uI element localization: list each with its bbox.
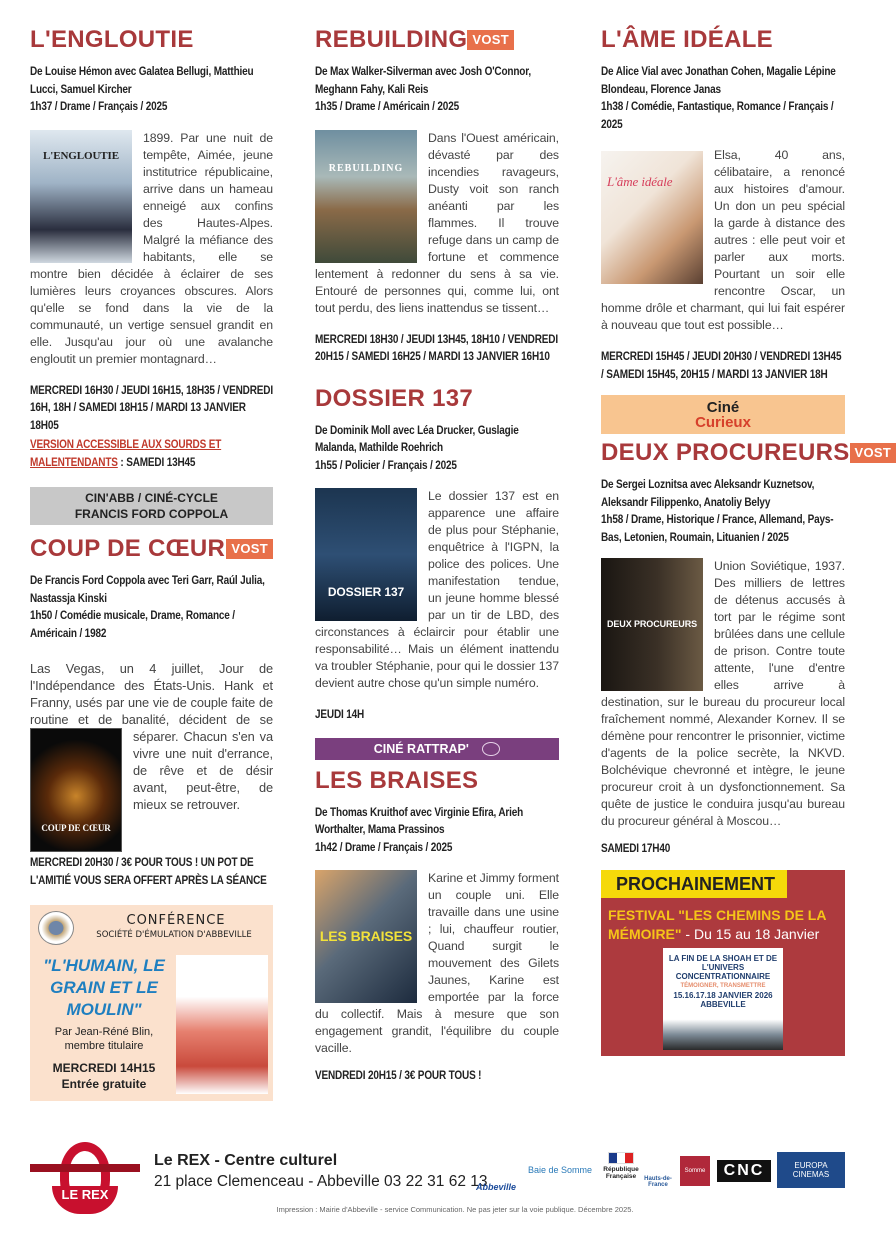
partner-logo-europa-cinemas: EUROPA CINEMAS	[777, 1152, 845, 1188]
film-title: COUP DE CŒUR	[30, 535, 226, 562]
vost-badge: VOST	[850, 443, 896, 463]
film-showtimes: VENDREDI 20H15 / 3€ POUR TOUS !	[315, 1068, 482, 1082]
film-credits: De Dominik Moll avec Léa Drucker, Guslagie Malanda, Mathilde Roehrich	[315, 422, 519, 454]
festival-dates: - Du 15 au 18 Janvier	[681, 925, 820, 942]
column-left	[30, 27, 273, 1101]
film-title: DEUX PROCUREURS	[601, 439, 850, 466]
film-title: L'ENGLOUTIE	[30, 26, 194, 53]
film-credits: De Thomas Kruithof avec Virginie Efira, Arieh Worthalter, Mama Prassinos	[315, 804, 524, 836]
accessible-showtime: : SAMEDI 13H45	[117, 454, 196, 469]
film-title: L'ÂME IDÉALE	[601, 26, 773, 53]
column-middle	[315, 27, 559, 1085]
film-credits: De Sergei Loznitsa avec Aleksandr Kuznetsov, Aleksandr Filippenko, Anatoliy Belyy	[601, 477, 815, 509]
film-coup-de-coeur	[30, 536, 273, 889]
film-synopsis: Le dossier 137 est en apparence une affaire de plus pour Stéphanie, enquêtrice à l'IGPN, la police des polices. Une manifestation tendue, un jeune homme blessé par un tir de LBD, des circonstances à éclaircir pour établir une responsabilité… Mais un élément inattendu va troubler Stéphanie, pour qui le dossier 137 devient autre chose qu'un simple numéro.	[315, 489, 559, 690]
conference-title: "L'HUMAIN, LE GRAIN ET LE MOULIN"	[43, 956, 165, 1019]
prochainement-tab: PROCHAINEMENT	[601, 870, 787, 898]
film-title: REBUILDING	[315, 26, 468, 53]
vost-badge: VOST	[226, 539, 273, 559]
venue-address: 21 place Clemenceau - Abbeville 03 22 31 62 13	[154, 1173, 488, 1190]
film-poster: L'ENGLOUTIE	[30, 130, 132, 263]
film-showtimes: JEUDI 14H	[315, 707, 365, 721]
film-synopsis: 1899. Par une nuit de tempête, Aimée, jeune institutrice républicaine, arrive dans un hameau enneigé aux confins des Hautes-Alpes. Malgré la méfiance des habitants, elle se montre bien décidée à éclairer de ses lumières leurs croyances obscures. Alors qu'elle se fond dans la vie de la communauté, un vertige sensuel grandit en elle. Jusqu'au jour où une avalanche engloutit un premier montagnard…	[30, 130, 273, 366]
partner-logo-abbeville: Abbeville	[476, 1182, 517, 1192]
conference-price: Entrée gratuite	[61, 1077, 147, 1091]
film-engloutie	[30, 27, 273, 471]
replay-icon	[482, 742, 500, 756]
film-showtimes: MERCREDI 20H30 / 3€ POUR TOUS ! UN POT DE L'AMITIÉ VOUS SERA OFFERT APRÈS LA SÉANCE	[30, 855, 267, 887]
conference-poster	[176, 955, 268, 1094]
film-info: 1h38 / Comédie, Fantastique, Romance / Français / 2025	[601, 99, 834, 131]
festival-poster: LA FIN DE LA SHOAH ET DE L'UNIVERS CONCENTRATIONNAIRE TÉMOIGNER, TRANSMETTRE 15.16.17.18 JANVIER 2026 ABBEVILLE	[663, 948, 783, 1050]
film-showtimes: MERCREDI 18H30 / JEUDI 13H45, 18H10 / VENDREDI 20H15 / SAMEDI 16H25 / MARDI 13 JANVIER 16H10	[315, 331, 558, 363]
imprint: Impression : Mairie d'Abbeville - service Communication. Ne pas jeter sur la voie publique. Décembre 2025.	[276, 1205, 634, 1214]
partner-logo-hauts-de-france: Hauts-de-France	[644, 1176, 672, 1188]
film-deux-procureurs	[601, 439, 892, 858]
film-poster: REBUILDING	[315, 130, 417, 263]
film-info: 1h42 / Drame / Français / 2025	[315, 839, 453, 854]
film-credits: De Francis Ford Coppola avec Teri Garr, Raúl Julia, Nastassja Kinski	[30, 573, 265, 605]
partner-logo-republique: République Française	[603, 1152, 639, 1190]
film-credits: De Alice Vial avec Jonathan Cohen, Magalie Lépine Blondeau, Florence Janas	[601, 64, 836, 96]
venue-info	[154, 1152, 488, 1191]
film-synopsis: Elsa, 40 ans, célibataire, a renoncé aux histoires d'amour. Un don un peu spécial la garde à distance des autres : elle peut voir et parler aux morts. Pourtant un soir elle rencontre Oscar, un homme drôle et charmant, qui lui fait espérer à nouveau que tout est possible…	[601, 148, 845, 332]
film-synopsis: Dans l'Ouest américain, dévasté par des incendies ravageurs, Dusty voit son ranch anéanti par les flammes. Il trouve refuge dans un camp de fortune et commence lentement à redonner du sens à sa vie. Entouré de personnes qui, comme lui, ont tout perdu, des liens inattendus se tissent…	[315, 130, 559, 315]
conference-time: MERCREDI 14H15	[52, 1061, 156, 1075]
film-les-braises	[315, 768, 559, 1085]
abbeville-crest-icon	[38, 911, 74, 945]
film-poster: L'âme idéale	[601, 151, 703, 284]
prochainement-box	[601, 870, 845, 1056]
film-info: 1h37 / Drame / Français / 2025	[30, 99, 168, 113]
venue-name: Le REX - Centre culturel	[154, 1152, 338, 1169]
film-ame-ideale	[601, 27, 845, 383]
conference-box	[30, 905, 273, 1101]
film-poster: DOSSIER 137	[315, 488, 417, 621]
film-credits: De Louise Hémon avec Galatea Bellugi, Matthieu Lucci, Samuel Kircher	[30, 64, 254, 96]
film-info: 1h58 / Drame, Historique / France, Allemand, Pays-Bas, Letonien, Roumain, Lituanien / 2025	[601, 512, 834, 544]
conference-heading: CONFÉRENCE	[126, 913, 226, 928]
cinabb-banner: CIN'ABB / CINÉ-CYCLE FRANCIS FORD COPPOLA	[30, 487, 273, 525]
cine-curieux-logo-top: Ciné	[706, 399, 740, 416]
film-showtimes: SAMEDI 17H40	[601, 841, 671, 855]
film-title: DOSSIER 137	[315, 384, 474, 412]
film-synopsis: Karine et Jimmy forment un couple uni. Elle travaille dans une usine ; lui, chauffeur routier, Quand surgit le mouvement des Gilets Jaunes, Karine est emportée par la force du collectif. Mais à mesure que son engagement grandit, l'équilibre du couple vacille.	[315, 871, 559, 1055]
film-info: 1h35 / Drame / Américain / 2025	[315, 99, 459, 113]
partner-logo-baie-de-somme: Baie de Somme	[527, 1165, 593, 1175]
film-info: 1h50 / Comédie musicale, Drame, Romance / Américain / 1982	[30, 608, 235, 640]
film-synopsis: Las Vegas, un 4 juillet, Jour de l'Indépendance des États-Unis. Hank et Franny, usés par une vie de couple faite de routine et de banalité, décident de se séparer. Chacun s'en va vivre une nuit d'errance, de rêve et de désir avant, peut-être, de mieux se retrouver.	[30, 661, 273, 812]
conference-org: SOCIÉTÉ D'ÉMULATION D'ABBEVILLE	[96, 930, 252, 940]
partner-logo-somme: Somme	[680, 1156, 710, 1186]
film-info: 1h55 / Policier / Français / 2025	[315, 457, 457, 472]
film-poster: COUP DE CŒUR	[30, 728, 122, 852]
accessible-version-link[interactable]: VERSION ACCESSIBLE AUX SOURDS ET MALENTENDANTS	[30, 437, 222, 469]
vost-badge: VOST	[467, 30, 514, 50]
film-showtimes: MERCREDI 16H30 / JEUDI 16H15, 18H35 / VENDREDI 16H, 18H / SAMEDI 18H15 / MARDI 13 JANVIER 18H05	[30, 382, 273, 432]
festival-name: FESTIVAL "LES CHEMINS DE LA MÉMOIRE"	[608, 906, 826, 942]
column-right	[601, 26, 892, 1056]
film-credits: De Max Walker-Silverman avec Josh O'Connor, Meghann Fahy, Kali Reis	[315, 64, 532, 96]
cine-curieux-logo-bottom: Curieux	[695, 414, 751, 431]
film-title: LES BRAISES	[315, 766, 479, 794]
conference-speaker: Par Jean-Réné Blin, membre titulaire	[54, 1026, 154, 1052]
film-showtimes: MERCREDI 15H45 / JEUDI 20H30 / VENDREDI 13H45 / SAMEDI 15H45, 20H15 / MARDI 13 JANVIER 18H	[601, 349, 842, 381]
film-synopsis: Union Soviétique, 1937. Des milliers de lettres de détenus accusés à tort par le régime sont brûlées dans une cellule de prison. Contre toute attente, l'une d'entre elles arrive à destination, sur le bureau du procureur local fraîchement nommé, Alexander Kornev. Il se démène pour rencontrer le prisonnier, victime d'agents de la police secrète, la NKVD. Bolchévique chevronné et intègre, le jeune procureur croit à un dysfonctionnement. Sa quête de justice le conduira jusqu'au bureau du procureur général à Moscou…	[601, 559, 845, 828]
film-poster: LES BRAISES	[315, 870, 417, 1003]
film-poster: DEUX PROCUREURS	[601, 558, 703, 691]
film-rebuilding	[315, 27, 559, 366]
cine-curieux-banner	[601, 395, 845, 434]
partner-logo-cnc: CNC	[717, 1160, 771, 1182]
film-dossier-137	[315, 386, 559, 724]
le-rex-logo: LE REX	[30, 1142, 140, 1218]
cine-rattrap-banner: CINÉ RATTRAP'	[315, 738, 559, 760]
